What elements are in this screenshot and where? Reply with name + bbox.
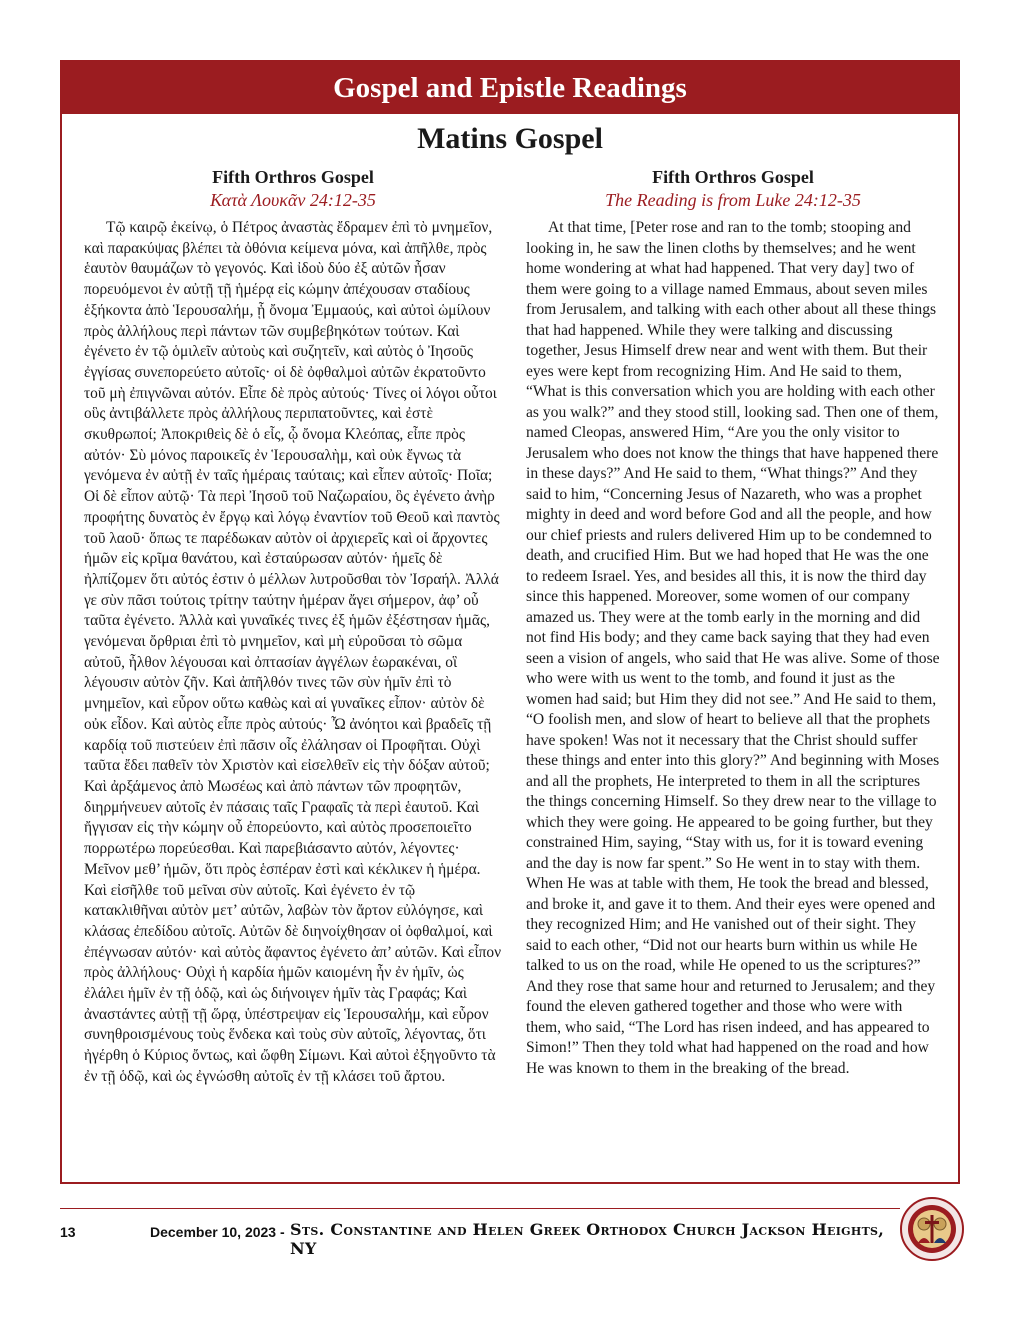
readings-frame (60, 60, 960, 1184)
banner-title: Gospel and Epistle Readings (62, 62, 958, 114)
english-reference: The Reading is from Luke 24:12-35 (605, 190, 861, 210)
english-heading: Fifth Orthros Gospel (652, 167, 814, 187)
greek-gospel-text: Τῷ καιρῷ ἐκείνῳ, ὁ Πέτρος ἀναστὰς ἔδραμεν ἐπὶ τὸ μνημεῖον, καὶ παρακύψας βλέπει τὰ ὀθόνια κείμενα μόνα, καὶ ἀπῆλθε, πρὸς ἑαυτὸν θαυμάζων τὸ γεγονός. Καὶ ἰδοὺ δύο ἐξ αὐτῶν ἦσαν πορευόμενοι ἐν αὐτῇ τῇ ἡμέρᾳ εἰς κώμην ἀπέχουσαν σταδίους ἑξήκοντα ἀπὸ Ἱερουσαλήμ, ᾗ ὄνομα Ἐμμαούς, καὶ αὐτοὶ ὡμίλουν πρὸς ἀλλήλους περὶ πάντων τῶν συμβεβηκότων τούτων. Καὶ ἐγένετο ἐν τῷ ὁμιλεῖν αὐτοὺς καὶ συζητεῖν, καὶ αὐτὸς ὁ Ἰησοῦς ἐγγίσας συνεπορεύετο αὐτοῖς· οἱ δὲ ὀφθαλμοὶ αὐτῶν ἐκρατοῦντο τοῦ μὴ ἐπιγνῶναι αὐτόν. Εἶπε δὲ πρὸς αὐτούς· Τίνες οἱ λόγοι οὗτοι οὓς ἀντιβάλλετε πρὸς ἀλλήλους περιπατοῦντες, καὶ ἐστὲ σκυθρωποί; Ἀποκριθεὶς δὲ ὁ εἷς, ᾧ ὄνομα Κλεόπας, εἶπε πρὸς αὐτόν· Σὺ μόνος παροικεῖς ἐν Ἱερουσαλὴμ, καὶ οὐκ ἔγνως τὰ γενόμενα ἐν αὐτῇ ἐν ταῖς ἡμέραις ταύταις; καὶ εἶπεν αὐτοῖς· Ποῖα; Οἱ δὲ εἶπον αὐτῷ· Τὰ περὶ Ἰησοῦ τοῦ Ναζωραίου, ὃς ἐγένετο ἀνὴρ προφήτης δυνατὸς ἐν ἔργῳ καὶ λόγῳ ἐναντίον τοῦ Θεοῦ καὶ παντὸς τοῦ λαοῦ· ὅπως τε παρέδωκαν αὐτὸν οἱ ἀρχιερεῖς καὶ οἱ ἄρχοντες ἡμῶν εἰς κρῖμα θανάτου, καὶ ἐσταύρωσαν αὐτόν· ἡμεῖς δὲ ἠλπίζομεν ὅτι αὐτός ἐστιν ὁ μέλλων λυτροῦσθαι τὸν Ἰσραήλ. Ἀλλά γε σὺν πᾶσι τούτοις τρίτην ταύτην ἡμέραν ἄγει σήμερον, ἀφ’ οὗ ταῦτα ἐγένετο. Ἀλλὰ καὶ γυναῖκές τινες ἐξ ἡμῶν ἐξέστησαν ἡμᾶς, γενόμεναι ὄρθριαι ἐπὶ τὸ μνημεῖον, καὶ μὴ εὑροῦσαι τὸ σῶμα αὐτοῦ, ἦλθον λέγουσαι καὶ ὀπτασίαν ἀγγέλων ἑωρακέναι, οἳ λέγουσιν αὐτὸν ζῆν. Καὶ ἀπῆλθόν τινες τῶν σὺν ἡμῖν ἐπὶ τὸ μνημεῖον, καὶ εὗρον οὕτω καθὼς καὶ αἱ γυναῖκες εἶπον· αὐτὸν δὲ οὐκ εἶδον. Καὶ αὐτὸς εἶπε πρὸς αὐτούς· Ὦ ἀνόητοι καὶ βραδεῖς τῇ καρδίᾳ τοῦ πιστεύειν ἐπὶ πᾶσιν οἷς ἐλάλησαν οἱ Προφῆται. Οὐχὶ ταῦτα ἔδει παθεῖν τὸν Χριστὸν καὶ εἰσελθεῖν εἰς τὴν δόξαν αὐτοῦ; Καὶ ἀρξάμενος ἀπὸ Μωσέως καὶ ἀπὸ πάντων τῶν προφητῶν, διηρμήνευεν αὐτοῖς ἐν πάσαις ταῖς Γραφαῖς τὰ περὶ ἑαυτοῦ. Καὶ ἤγγισαν εἰς τὴν κώμην οὗ ἐπορεύοντο, καὶ αὐτὸς προσεποιεῖτο πορρωτέρω πορεύεσθαι. Καὶ παρεβιάσαντο αὐτόν, λέγοντες· Μεῖνον μεθ’ ἡμῶν, ὅτι πρὸς ἑσπέραν ἐστὶ καὶ κέκλικεν ἡ ἡμέρα. Καὶ εἰσῆλθε τοῦ μεῖναι σὺν αὐτοῖς. Καὶ ἐγένετο ἐν τῷ κατακλιθῆναι αὐτὸν μετ’ αὐτῶν, λαβὼν τὸν ἄρτον εὐλόγησε, καὶ κλάσας ἐπεδίδου αὐτοῖς. Αὐτῶν δὲ διηνοίχθησαν οἱ ὀφθαλμοί, καὶ ἐπέγνωσαν αὐτόν· καὶ αὐτὸς ἄφαντος ἐγένετο ἀπ’ αὐτῶν. Καὶ εἶπον πρὸς ἀλλήλους· Οὐχὶ ἡ καρδία ἡμῶν καιομένη ἦν ἐν ἡμῖν, ὡς ἐλάλει ἡμῖν ἐν τῇ ὁδῷ, καὶ ὡς διήνοιγεν ἡμῖν τὰς Γραφάς; Καὶ ἀναστάντες αὐτῇ τῇ ὥρᾳ, ὑπέστρεψαν εἰς Ἱερουσαλήμ, καὶ εὗρον συνηθροισμένους τοὺς ἕνδεκα καὶ τοὺς σὺν αὐτοῖς, λέγοντας, ὅτι ἠγέρθη ὁ Κύριος ὄντως, καὶ ὤφθη Σίμωνι. Καὶ αὐτοὶ ἐξηγοῦντο τὰ ἐν τῇ ὁδῷ, καὶ ὡς ἐγνώσθη αὐτοῖς ἐν τῇ κλάσει τοῦ ἄρτου. (84, 219, 502, 1085)
page-footer (60, 1219, 900, 1258)
church-seal-icon (900, 1197, 964, 1261)
church-name: Sts. Constantine and Helen Greek Orthodox Church Jackson Heights, NY (290, 1220, 885, 1258)
greek-heading: Fifth Orthros Gospel (212, 167, 374, 187)
footer-rule (60, 1208, 900, 1209)
english-column (526, 166, 940, 1079)
greek-reference: Κατὰ Λουκᾶν 24:12-35 (210, 190, 376, 210)
section-title: Matins Gospel (417, 122, 603, 155)
greek-column (84, 166, 502, 1088)
page-number: 13 (60, 1224, 76, 1240)
english-gospel-text: At that time, [Peter rose and ran to the tomb; stooping and looking in, he saw the linen cloths by themselves; and he went home wondering at what had happened. That very day] two of them were going to a village named Emmaus, about seven miles from Jerusalem, and talking with each other about all these things that had happened. While they were talking and discussing together, Jesus Himself drew near and went with them. But their eyes were kept from recognizing Him. And He said to them, “What is this conversation which you are holding with each other as you walk?” and they stood still, looking sad. Then one of them, named Cleopas, answered Him, “Are you the only visitor to Jerusalem who does not know the things that have happened there in these days?” And He said to them, “What things?” And they said to him, “Concerning Jesus of Nazareth, who was a prophet mighty in deed and word before God and all the people, and how our chief priests and rulers delivered Him up to be condemned to death, and crucified Him. But we had hoped that He was the one to redeem Israel. Yes, and besides all this, it is now the third day since this happened. Moreover, some women of our company amazed us. They were at the tomb early in the morning and did not find His body; and they came back saying that they had even seen a vision of angels, who said that He was alive. Some of those who were with us went to the tomb, and found it just as the women had said; but Him they did not see.” And He said to them, “O foolish men, and slow of heart to believe all that the prophets have spoken! Was not it necessary that the Christ should suffer these things and enter into this glory?” And beginning with Moses and all the prophets, He interpreted to them in all the scriptures the things concerning Himself. So they drew near to the village to which they were going. He appeared to be going further, but they constrained Him, saying, “Stay with us, for it is toward evening and the day is now far spent.” So He went in to stay with them. When He was at table with them, He took the bread and blessed, and broke it, and gave it to them. And their eyes were opened and they recognized Him; and He vanished out of their sight. They said to each other, “Did not our hearts burn within us while He talked to us on the road, while He opened to us the scriptures?” And they rose that same hour and returned to Jerusalem; and they found the eleven gathered together and those who were with them, who said, “The Lord has risen indeed, and has appeared to Simon!” Then they told what had happened on the road and how He was known to them in the breaking of the bread. (526, 219, 940, 1077)
footer-date: December 10, 2023 - (150, 1224, 285, 1240)
